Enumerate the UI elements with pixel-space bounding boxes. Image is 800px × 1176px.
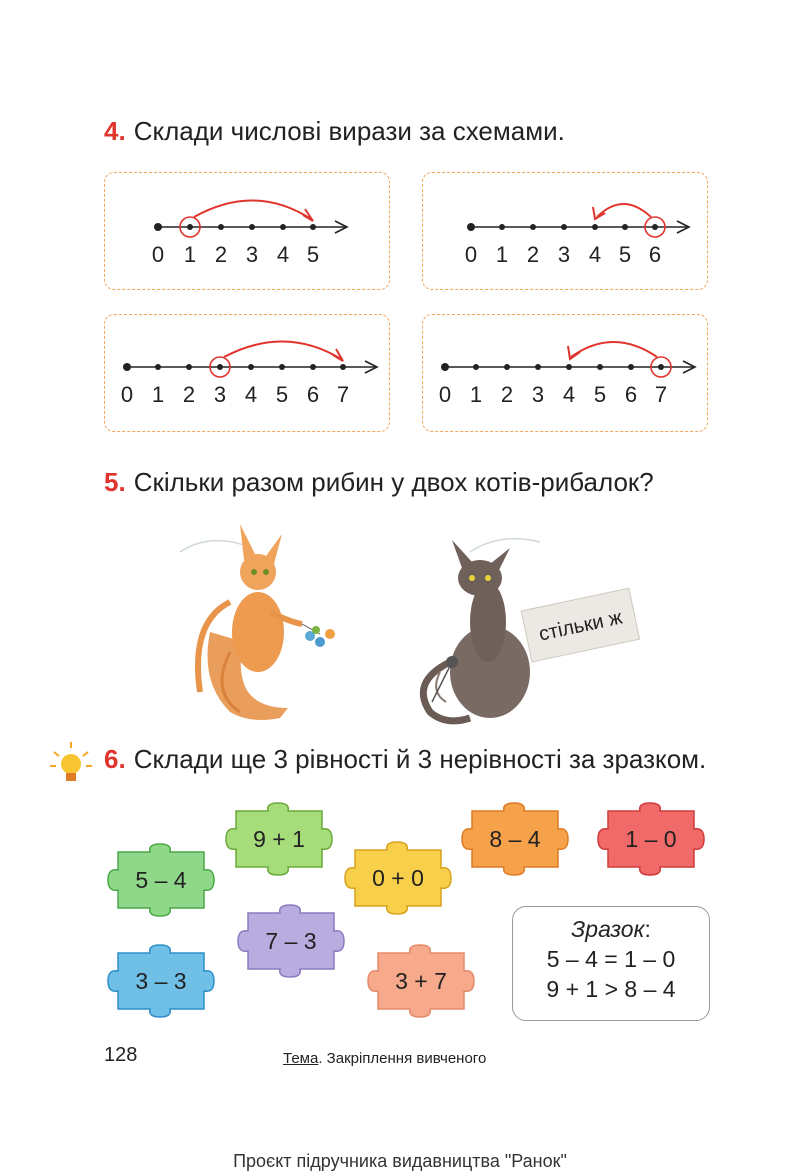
dark-cat [423,539,540,721]
tick-label: 5 [618,242,632,267]
topic-label: Тема [283,1050,319,1067]
puzzle-piece [362,943,480,1019]
puzzle-piece [102,943,220,1019]
tick-label: 1 [469,382,483,407]
tick-label: 2 [182,382,196,407]
topic-line [283,1050,486,1067]
puzzle-piece [339,840,457,916]
puzzle-label: 8 – 4 [489,825,541,852]
number-line-box-3 [104,314,390,432]
tick-label: 1 [183,242,197,267]
puzzle-label: 3 + 7 [395,967,447,994]
tick-label: 3 [557,242,571,267]
puzzle-label: 1 – 0 [625,825,677,852]
puzzle-piece [456,801,574,877]
lightbulb-icon [48,740,94,786]
tick-label: 2 [526,242,540,267]
tick-label: 1 [495,242,509,267]
puzzle-piece [592,801,710,877]
tick-label: 4 [244,382,258,407]
sample-line-1: 5 – 4 = 1 – 0 [546,946,676,972]
task-6-heading [104,744,706,775]
tick-label: 4 [276,242,290,267]
tick-label: 6 [306,382,320,407]
task-text: Склади ще 3 рівності й 3 нерівності за зразком. [133,744,707,774]
number-line-box-2 [422,172,708,290]
tick-label: 5 [306,242,320,267]
tick-label: 4 [588,242,602,267]
puzzle-label: 5 – 4 [135,866,187,893]
tick-label: 5 [593,382,607,407]
sample-heading-word: Зразок [571,916,645,942]
task-text: Скільки разом рибин у двох котів-рибалок? [133,467,654,497]
tick-label: 0 [464,242,478,267]
tick-label: 6 [648,242,662,267]
puzzle-label: 0 + 0 [372,864,424,891]
task-number: 5. [104,467,126,497]
task-text: Склади числові вирази за схемами. [133,116,565,146]
tick-label: 0 [151,242,165,267]
puzzle-piece [102,842,220,918]
ginger-cat [180,524,335,720]
number-line-3 [105,315,391,433]
number-line-box-4 [422,314,708,432]
tick-label: 4 [562,382,576,407]
number-line-4 [423,315,709,433]
tick-label: 5 [275,382,289,407]
sample-heading-colon: : [644,916,651,942]
number-line-2 [423,173,709,291]
task-4-heading [104,116,565,147]
task-number: 4. [104,116,126,146]
puzzle-label: 9 + 1 [253,825,305,852]
tick-label: 0 [120,382,134,407]
sample-heading [513,914,709,944]
task-5-heading [104,467,654,498]
puzzle-piece [220,801,338,877]
publisher-footer: Проєкт підручника видавництва "Ранок" [233,1151,567,1171]
puzzle-piece [232,903,350,979]
fishing-cats-illustration [170,512,650,732]
tick-label: 7 [654,382,668,407]
tick-label: 3 [213,382,227,407]
page-number: 128 [104,1044,138,1066]
task-number: 6. [104,744,126,774]
tick-label: 2 [214,242,228,267]
puzzle-label: 3 – 3 [135,967,187,994]
tick-label: 6 [624,382,638,407]
sign-text: стільки ж [536,606,625,646]
sample-box [512,906,710,1021]
puzzle-label: 7 – 3 [265,927,317,954]
number-line-1 [105,173,391,291]
tick-label: 3 [531,382,545,407]
tick-label: 2 [500,382,514,407]
tick-label: 7 [336,382,350,407]
number-line-box-1 [104,172,390,290]
sign [521,588,639,662]
sample-line-2: 9 + 1 > 8 – 4 [546,976,676,1002]
topic-text: . Закріплення вивченого [318,1050,487,1067]
tick-label: 3 [245,242,259,267]
tick-label: 1 [151,382,165,407]
tick-label: 0 [438,382,452,407]
